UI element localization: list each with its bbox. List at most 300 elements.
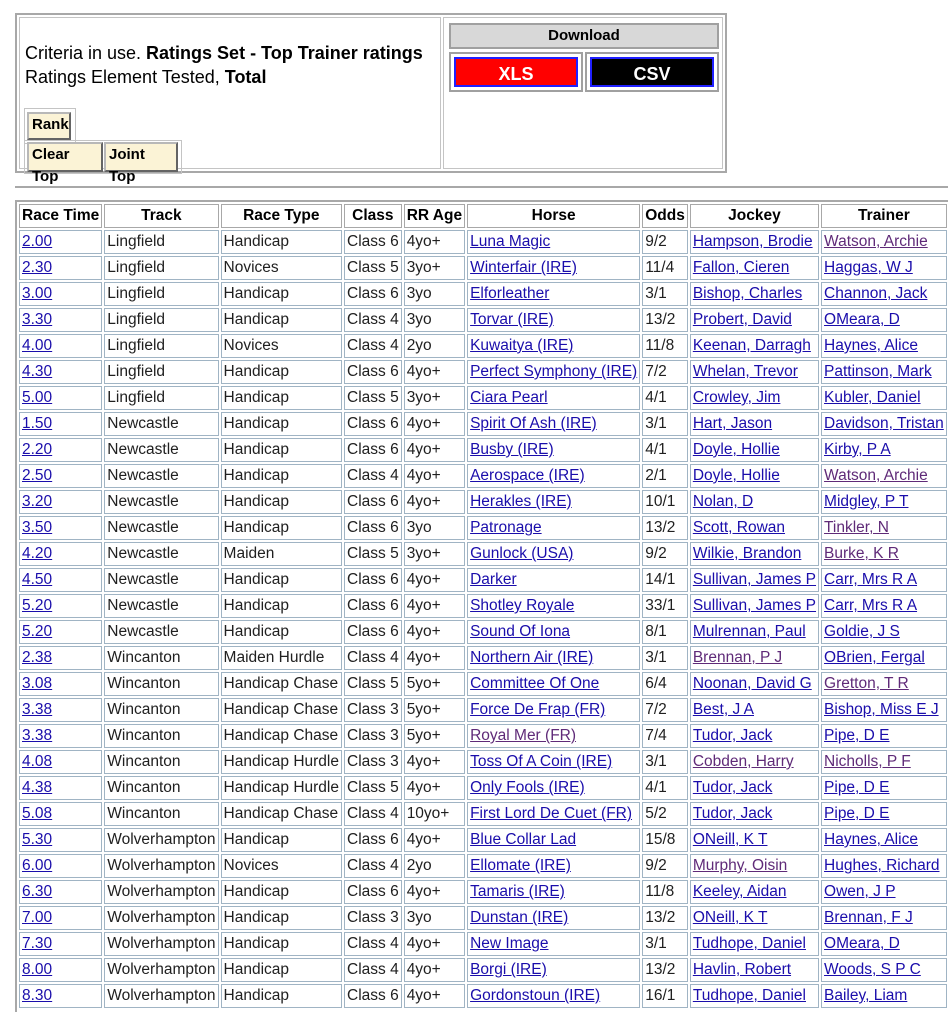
horse-link[interactable]: Torvar (IRE)	[470, 311, 554, 328]
race-time-link[interactable]: 2.30	[22, 259, 53, 276]
race-time-link[interactable]: 3.30	[22, 311, 53, 328]
race-type-cell: Handicap Chase	[221, 724, 342, 748]
track-cell: Wincanton	[104, 776, 218, 800]
trainer-cell	[821, 490, 947, 514]
jockey-cell	[690, 932, 819, 956]
track-cell: Newcastle	[104, 490, 218, 514]
odds-cell: 4/1	[642, 438, 688, 462]
race-time-link[interactable]: 6.00	[22, 857, 53, 874]
race-type-cell: Handicap	[221, 958, 342, 982]
header-jockey[interactable]: Jockey	[690, 204, 819, 228]
horse-link[interactable]: Busby (IRE)	[470, 441, 554, 458]
track-cell: Wolverhampton	[104, 984, 218, 1008]
race-type-cell: Handicap	[221, 568, 342, 592]
jockey-link[interactable]: Sullivan, James P	[692, 597, 817, 614]
race-time-cell	[19, 906, 102, 930]
track-cell: Newcastle	[104, 620, 218, 644]
race-time-cell	[19, 880, 102, 904]
trainer-link[interactable]: Pipe, D E	[824, 805, 890, 822]
class-cell: Class 6	[344, 880, 402, 904]
download-xls-button[interactable]: XLS	[454, 57, 578, 87]
horse-link[interactable]: Royal Mer (FR)	[470, 727, 577, 744]
age-cell: 4yo+	[404, 932, 465, 956]
race-time-cell	[19, 490, 102, 514]
table-row	[19, 386, 948, 410]
horse-cell	[467, 412, 640, 436]
trainer-link[interactable]: Brennan, F J	[824, 909, 913, 926]
race-time-link[interactable]: 3.08	[22, 675, 53, 692]
trainer-cell	[821, 542, 947, 566]
race-time-cell	[19, 282, 102, 306]
track-cell: Wolverhampton	[104, 880, 218, 904]
race-type-cell: Novices	[221, 256, 342, 280]
race-time-link[interactable]: 3.00	[22, 285, 53, 302]
horse-link[interactable]: New Image	[470, 935, 549, 952]
race-time-link[interactable]: 2.20	[22, 441, 53, 458]
trainer-link[interactable]: Haynes, Alice	[824, 831, 918, 848]
race-time-link[interactable]: 7.30	[22, 935, 53, 952]
odds-cell: 7/2	[642, 698, 688, 722]
odds-cell: 3/1	[642, 932, 688, 956]
horse-link[interactable]: Dunstan (IRE)	[470, 909, 569, 926]
age-cell: 3yo	[404, 282, 465, 306]
horse-link[interactable]: Herakles (IRE)	[470, 493, 572, 510]
horse-link[interactable]: Only Fools (IRE)	[470, 779, 585, 796]
race-time-link[interactable]: 5.20	[22, 623, 53, 640]
trainer-cell	[821, 620, 947, 644]
race-time-cell	[19, 412, 102, 436]
race-time-cell	[19, 230, 102, 254]
table-row	[19, 776, 948, 800]
jockey-cell	[690, 854, 819, 878]
horse-cell	[467, 802, 640, 826]
track-cell: Lingfield	[104, 360, 218, 384]
trainer-cell	[821, 724, 947, 748]
odds-cell: 11/8	[642, 880, 688, 904]
jockey-cell	[690, 724, 819, 748]
trainer-link[interactable]: OMeara, D	[824, 935, 900, 952]
odds-cell: 11/8	[642, 334, 688, 358]
separator-rule	[15, 186, 948, 188]
race-time-cell	[19, 542, 102, 566]
horse-link[interactable]: Perfect Symphony (IRE)	[470, 363, 638, 380]
horse-cell	[467, 568, 640, 592]
class-cell: Class 5	[344, 672, 402, 696]
track-cell: Wincanton	[104, 750, 218, 774]
jockey-cell	[690, 750, 819, 774]
track-cell: Wincanton	[104, 672, 218, 696]
track-cell: Wolverhampton	[104, 828, 218, 852]
class-cell: Class 4	[344, 308, 402, 332]
race-time-link[interactable]: 3.50	[22, 519, 53, 536]
table-row	[19, 438, 948, 462]
jockey-link[interactable]: Hampson, Brodie	[692, 233, 813, 250]
jockey-cell	[690, 282, 819, 306]
age-cell: 4yo+	[404, 984, 465, 1008]
horse-cell	[467, 984, 640, 1008]
race-time-cell	[19, 308, 102, 332]
trainer-link[interactable]: Pattinson, Mark	[824, 363, 932, 380]
race-time-link[interactable]: 7.00	[22, 909, 53, 926]
odds-cell: 5/2	[642, 802, 688, 826]
race-type-cell: Handicap	[221, 594, 342, 618]
track-cell: Newcastle	[104, 516, 218, 540]
trainer-link[interactable]: Woods, S P C	[824, 961, 921, 978]
trainer-link[interactable]: Haggas, W J	[824, 259, 913, 276]
horse-cell	[467, 828, 640, 852]
race-time-link[interactable]: 5.00	[22, 389, 53, 406]
clear-top-button[interactable]: Clear Top	[27, 142, 103, 172]
horse-link[interactable]: Shotley Royale	[470, 597, 575, 614]
header-track[interactable]: Track	[104, 204, 218, 228]
race-type-cell: Handicap Hurdle	[221, 750, 342, 774]
jockey-link[interactable]: ONeill, K T	[692, 909, 768, 926]
track-cell: Wincanton	[104, 802, 218, 826]
jockey-link[interactable]: Crowley, Jim	[692, 389, 781, 406]
jockey-cell	[690, 828, 819, 852]
jockey-cell	[690, 594, 819, 618]
horse-cell	[467, 698, 640, 722]
trainer-link[interactable]: Carr, Mrs R A	[824, 571, 918, 588]
jockey-cell	[690, 308, 819, 332]
race-type-cell: Handicap Hurdle	[221, 776, 342, 800]
trainer-link[interactable]: Hughes, Richard	[824, 857, 940, 874]
trainer-cell	[821, 646, 947, 670]
horse-link[interactable]: Committee Of One	[470, 675, 600, 692]
class-cell: Class 3	[344, 750, 402, 774]
jockey-cell	[690, 256, 819, 280]
race-time-link[interactable]: 3.20	[22, 493, 53, 510]
horse-link[interactable]: Gunlock (USA)	[470, 545, 574, 562]
track-cell: Newcastle	[104, 412, 218, 436]
rank-button[interactable]: Rank	[27, 112, 71, 140]
joint-top-button[interactable]: Joint Top	[104, 142, 178, 172]
jockey-link[interactable]: Brennan, P J	[692, 649, 783, 666]
race-time-link[interactable]: 8.00	[22, 961, 53, 978]
trainer-link[interactable]: Carr, Mrs R A	[824, 597, 918, 614]
race-time-link[interactable]: 3.38	[22, 727, 53, 744]
horse-cell	[467, 932, 640, 956]
header-horse[interactable]: Horse	[467, 204, 640, 228]
age-cell: 4yo+	[404, 880, 465, 904]
jockey-link[interactable]: Havlin, Robert	[692, 961, 792, 978]
race-type-cell: Handicap	[221, 880, 342, 904]
class-cell: Class 4	[344, 334, 402, 358]
odds-cell: 13/2	[642, 958, 688, 982]
track-cell: Lingfield	[104, 386, 218, 410]
race-time-link[interactable]: 4.30	[22, 363, 53, 380]
odds-cell: 8/1	[642, 620, 688, 644]
criteria-info	[19, 17, 441, 185]
class-cell: Class 3	[344, 724, 402, 748]
trainer-link[interactable]: Watson, Archie	[824, 467, 928, 484]
trainer-link[interactable]: Channon, Jack	[824, 285, 928, 302]
download-panel	[443, 17, 723, 169]
track-cell: Wolverhampton	[104, 958, 218, 982]
jockey-link[interactable]: Probert, David	[692, 311, 792, 328]
trainer-link[interactable]: Midgley, P T	[824, 493, 909, 510]
horse-link[interactable]: Aerospace (IRE)	[470, 467, 585, 484]
horse-link[interactable]: Force De Frap (FR)	[470, 701, 606, 718]
race-time-link[interactable]: 4.08	[22, 753, 53, 770]
trainer-cell	[821, 386, 947, 410]
trainer-link[interactable]: Gretton, T R	[824, 675, 909, 692]
track-cell: Wincanton	[104, 724, 218, 748]
jockey-link[interactable]: Fallon, Cieren	[692, 259, 790, 276]
jockey-link[interactable]: Nolan, D	[692, 493, 754, 510]
track-cell: Wolverhampton	[104, 854, 218, 878]
odds-cell: 3/1	[642, 412, 688, 436]
jockey-link[interactable]: Bishop, Charles	[692, 285, 803, 302]
jockey-cell	[690, 412, 819, 436]
horse-link[interactable]: Elforleather	[470, 285, 550, 302]
age-cell: 10yo+	[404, 802, 465, 826]
odds-cell: 6/4	[642, 672, 688, 696]
trainer-link[interactable]: Owen, J P	[824, 883, 896, 900]
horse-cell	[467, 854, 640, 878]
trainer-link[interactable]: OBrien, Fergal	[824, 649, 925, 666]
criteria-value: Ratings Set - Top Trainer ratings	[146, 43, 423, 63]
jockey-link[interactable]: Tudor, Jack	[692, 805, 773, 822]
horse-cell	[467, 282, 640, 306]
race-type-cell: Handicap	[221, 412, 342, 436]
trainer-cell	[821, 282, 947, 306]
horse-link[interactable]: Luna Magic	[470, 233, 551, 250]
element-value: Total	[224, 67, 267, 87]
jockey-cell	[690, 516, 819, 540]
track-cell: Newcastle	[104, 438, 218, 462]
horse-cell	[467, 230, 640, 254]
download-title: Download	[449, 23, 719, 49]
age-cell: 3yo	[404, 906, 465, 930]
criteria-line-ratings-set	[25, 42, 423, 64]
race-time-link[interactable]: 4.00	[22, 337, 53, 354]
race-time-link[interactable]: 3.38	[22, 701, 53, 718]
trainer-link[interactable]: Burke, K R	[824, 545, 899, 562]
jockey-cell	[690, 984, 819, 1008]
race-type-cell: Handicap	[221, 282, 342, 306]
trainer-link[interactable]: Pipe, D E	[824, 727, 890, 744]
race-time-cell	[19, 646, 102, 670]
header-odds[interactable]: Odds	[642, 204, 688, 228]
horse-cell	[467, 386, 640, 410]
race-type-cell: Handicap	[221, 360, 342, 384]
trainer-cell	[821, 256, 947, 280]
horse-cell	[467, 880, 640, 904]
trainer-link[interactable]: Kirby, P A	[824, 441, 891, 458]
track-cell: Lingfield	[104, 256, 218, 280]
odds-cell: 4/1	[642, 386, 688, 410]
class-cell: Class 5	[344, 386, 402, 410]
class-cell: Class 6	[344, 828, 402, 852]
jockey-cell	[690, 906, 819, 930]
horse-link[interactable]: First Lord De Cuet (FR)	[470, 805, 633, 822]
horse-link[interactable]: Northern Air (IRE)	[470, 649, 594, 666]
table-header-row	[19, 204, 948, 228]
trainer-link[interactable]: Goldie, J S	[824, 623, 900, 640]
table-row	[19, 516, 948, 540]
jockey-cell	[690, 672, 819, 696]
race-type-cell: Handicap	[221, 386, 342, 410]
horse-link[interactable]: Darker	[470, 571, 517, 588]
jockey-link[interactable]: Noonan, David G	[692, 675, 812, 692]
horse-link[interactable]: Winterfair (IRE)	[470, 259, 577, 276]
trainer-cell	[821, 854, 947, 878]
race-time-link[interactable]: 6.30	[22, 883, 53, 900]
class-cell: Class 5	[344, 776, 402, 800]
horse-link[interactable]: Sound Of Iona	[470, 623, 571, 640]
table-row	[19, 568, 948, 592]
table-row	[19, 724, 948, 748]
horse-link[interactable]: Ciara Pearl	[470, 389, 548, 406]
track-cell: Wincanton	[104, 646, 218, 670]
race-time-cell	[19, 776, 102, 800]
horse-link[interactable]: Tamaris (IRE)	[470, 883, 565, 900]
race-time-cell	[19, 620, 102, 644]
trainer-cell	[821, 308, 947, 332]
horse-link[interactable]: Patronage	[470, 519, 542, 536]
age-cell: 4yo+	[404, 230, 465, 254]
race-time-link[interactable]: 4.50	[22, 571, 53, 588]
jockey-link[interactable]: Sullivan, James P	[692, 571, 817, 588]
odds-cell: 10/1	[642, 490, 688, 514]
race-time-link[interactable]: 2.00	[22, 233, 53, 250]
trainer-link[interactable]: Bailey, Liam	[824, 987, 908, 1004]
header-trainer[interactable]: Trainer	[821, 204, 947, 228]
horse-cell	[467, 750, 640, 774]
race-time-link[interactable]: 2.38	[22, 649, 53, 666]
age-cell: 4yo+	[404, 958, 465, 982]
jockey-link[interactable]: Wilkie, Brandon	[692, 545, 802, 562]
trainer-link[interactable]: Bishop, Miss E J	[824, 701, 939, 718]
header-rr-age[interactable]: RR Age	[404, 204, 465, 228]
jockey-cell	[690, 334, 819, 358]
race-time-link[interactable]: 4.38	[22, 779, 53, 796]
age-cell: 5yo+	[404, 724, 465, 748]
odds-cell: 13/2	[642, 308, 688, 332]
class-cell: Class 6	[344, 490, 402, 514]
horse-link[interactable]: Kuwaitya (IRE)	[470, 337, 574, 354]
trainer-link[interactable]: Davidson, Tristan	[824, 415, 944, 432]
jockey-link[interactable]: Mulrennan, Paul	[692, 623, 806, 640]
horse-cell	[467, 594, 640, 618]
header-class[interactable]: Class	[344, 204, 402, 228]
horse-cell	[467, 308, 640, 332]
race-time-link[interactable]: 8.30	[22, 987, 53, 1004]
jockey-link[interactable]: Tudor, Jack	[692, 727, 773, 744]
race-time-link[interactable]: 5.30	[22, 831, 53, 848]
horse-cell	[467, 906, 640, 930]
trainer-cell	[821, 880, 947, 904]
jockey-link[interactable]: Whelan, Trevor	[692, 363, 798, 380]
jockey-link[interactable]: Hart, Jason	[692, 415, 773, 432]
race-time-cell	[19, 516, 102, 540]
age-cell: 4yo+	[404, 464, 465, 488]
race-time-cell	[19, 672, 102, 696]
jockey-link[interactable]: Cobden, Harry	[692, 753, 794, 770]
trainer-link[interactable]: Watson, Archie	[824, 233, 928, 250]
race-time-cell	[19, 438, 102, 462]
race-time-link[interactable]: 4.20	[22, 545, 53, 562]
race-type-cell: Handicap	[221, 308, 342, 332]
jockey-link[interactable]: ONeill, K T	[692, 831, 768, 848]
race-time-link[interactable]: 5.20	[22, 597, 53, 614]
trainer-link[interactable]: Haynes, Alice	[824, 337, 918, 354]
horse-cell	[467, 438, 640, 462]
race-type-cell: Novices	[221, 854, 342, 878]
age-cell: 3yo+	[404, 386, 465, 410]
race-type-cell: Handicap	[221, 490, 342, 514]
table-row	[19, 360, 948, 384]
jockey-link[interactable]: Scott, Rowan	[692, 519, 786, 536]
race-time-link[interactable]: 2.50	[22, 467, 53, 484]
table-row	[19, 308, 948, 332]
race-type-cell: Handicap	[221, 620, 342, 644]
download-csv-button[interactable]: CSV	[590, 57, 714, 87]
jockey-cell	[690, 646, 819, 670]
horse-link[interactable]: Toss Of A Coin (IRE)	[470, 753, 613, 770]
age-cell: 4yo+	[404, 490, 465, 514]
jockey-link[interactable]: Best, J A	[692, 701, 754, 718]
class-cell: Class 6	[344, 282, 402, 306]
jockey-link[interactable]: Tudhope, Daniel	[692, 935, 806, 952]
jockey-link[interactable]: Tudor, Jack	[692, 779, 773, 796]
trainer-link[interactable]: Kubler, Daniel	[824, 389, 921, 406]
race-time-cell	[19, 698, 102, 722]
jockey-cell	[690, 958, 819, 982]
trainer-link[interactable]: Nicholls, P F	[824, 753, 911, 770]
jockey-link[interactable]: Doyle, Hollie	[692, 467, 780, 484]
criteria-panel	[15, 13, 727, 185]
jockey-link[interactable]: Keeley, Aidan	[692, 883, 787, 900]
jockey-link[interactable]: Doyle, Hollie	[692, 441, 780, 458]
horse-cell	[467, 256, 640, 280]
horse-link[interactable]: Ellomate (IRE)	[470, 857, 571, 874]
race-type-cell: Handicap	[221, 932, 342, 956]
class-cell: Class 4	[344, 464, 402, 488]
header-race-time[interactable]: Race Time	[19, 204, 102, 228]
table-row	[19, 490, 948, 514]
results-table-container	[15, 200, 948, 1012]
jockey-link[interactable]: Tudhope, Daniel	[692, 987, 806, 1004]
track-cell: Newcastle	[104, 594, 218, 618]
race-time-link[interactable]: 1.50	[22, 415, 53, 432]
trainer-link[interactable]: Tinkler, N	[824, 519, 889, 536]
horse-link[interactable]: Blue Collar Lad	[470, 831, 577, 848]
age-cell: 2yo	[404, 854, 465, 878]
horse-link[interactable]: Gordonstoun (IRE)	[470, 987, 601, 1004]
trainer-link[interactable]: OMeara, D	[824, 311, 900, 328]
jockey-cell	[690, 386, 819, 410]
race-type-cell: Handicap	[221, 828, 342, 852]
horse-link[interactable]: Spirit Of Ash (IRE)	[470, 415, 597, 432]
jockey-link[interactable]: Murphy, Oisin	[692, 857, 788, 874]
table-row	[19, 698, 948, 722]
track-cell: Lingfield	[104, 308, 218, 332]
horse-cell	[467, 490, 640, 514]
odds-cell: 7/2	[642, 360, 688, 384]
header-race-type[interactable]: Race Type	[221, 204, 342, 228]
trainer-link[interactable]: Pipe, D E	[824, 779, 890, 796]
jockey-cell	[690, 230, 819, 254]
race-time-link[interactable]: 5.08	[22, 805, 53, 822]
jockey-link[interactable]: Keenan, Darragh	[692, 337, 811, 354]
trainer-cell	[821, 828, 947, 852]
horse-link[interactable]: Borgi (IRE)	[470, 961, 547, 978]
race-type-cell: Handicap Chase	[221, 698, 342, 722]
race-type-cell: Handicap Chase	[221, 672, 342, 696]
race-time-cell	[19, 256, 102, 280]
